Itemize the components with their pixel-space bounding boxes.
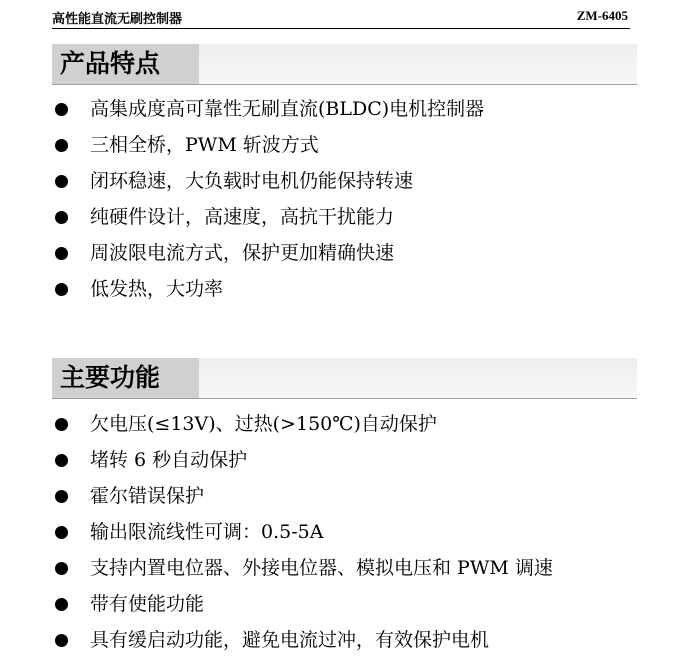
list-item <box>52 478 652 514</box>
bullet-icon <box>55 490 68 503</box>
section-header-features <box>52 44 637 85</box>
list-item-text: 纯硬件设计，高速度，高抗干扰能力 <box>90 206 395 228</box>
functions-list <box>52 406 652 658</box>
section-header-functions <box>52 358 637 399</box>
page-header <box>52 4 630 29</box>
list-item <box>52 550 652 586</box>
list-item <box>52 91 652 127</box>
list-item-text: 高集成度高可靠性无刷直流(BLDC)电机控制器 <box>90 98 485 120</box>
bullet-icon <box>55 139 68 152</box>
bullet-icon <box>55 598 68 611</box>
features-list <box>52 91 652 307</box>
list-item-text: 周波限电流方式，保护更加精确快速 <box>90 242 395 264</box>
bullet-icon <box>55 211 68 224</box>
bullet-icon <box>55 175 68 188</box>
list-item <box>52 235 652 271</box>
list-item-text: 欠电压(≤13V)、过热(>150℃)自动保护 <box>90 413 437 435</box>
list-item <box>52 514 652 550</box>
list-item-text: 支持内置电位器、外接电位器、模拟电压和 PWM 调速 <box>90 557 553 579</box>
bullet-icon <box>55 103 68 116</box>
list-item <box>52 622 652 658</box>
bullet-icon <box>55 526 68 539</box>
list-item-text: 三相全桥，PWM 斩波方式 <box>90 134 319 156</box>
model-number: ZM-6405 <box>576 8 628 23</box>
bullet-icon <box>55 454 68 467</box>
list-item-text: 具有缓启动功能，避免电流过冲，有效保护电机 <box>90 629 490 651</box>
list-item-text: 霍尔错误保护 <box>90 485 205 507</box>
list-item <box>52 127 652 163</box>
bullet-icon <box>55 283 68 296</box>
list-item <box>52 199 652 235</box>
list-item <box>52 271 652 307</box>
list-item-text: 输出限流线性可调：0.5-5A <box>90 521 324 543</box>
list-item <box>52 586 652 622</box>
list-item-text: 闭环稳速，大负载时电机仍能保持转速 <box>90 170 414 192</box>
list-item-text: 带有使能功能 <box>90 593 205 615</box>
bullet-icon <box>55 247 68 260</box>
bullet-icon <box>55 562 68 575</box>
section-title: 主要功能 <box>52 358 199 398</box>
bullet-icon <box>55 418 68 431</box>
list-item-text: 低发热，大功率 <box>90 278 224 300</box>
document-title: 高性能直流无刷控制器 <box>52 12 183 27</box>
section-title: 产品特点 <box>52 44 199 84</box>
list-item <box>52 442 652 478</box>
list-item <box>52 406 652 442</box>
list-item-text: 堵转 6 秒自动保护 <box>90 449 248 471</box>
list-item <box>52 163 652 199</box>
bullet-icon <box>55 634 68 647</box>
